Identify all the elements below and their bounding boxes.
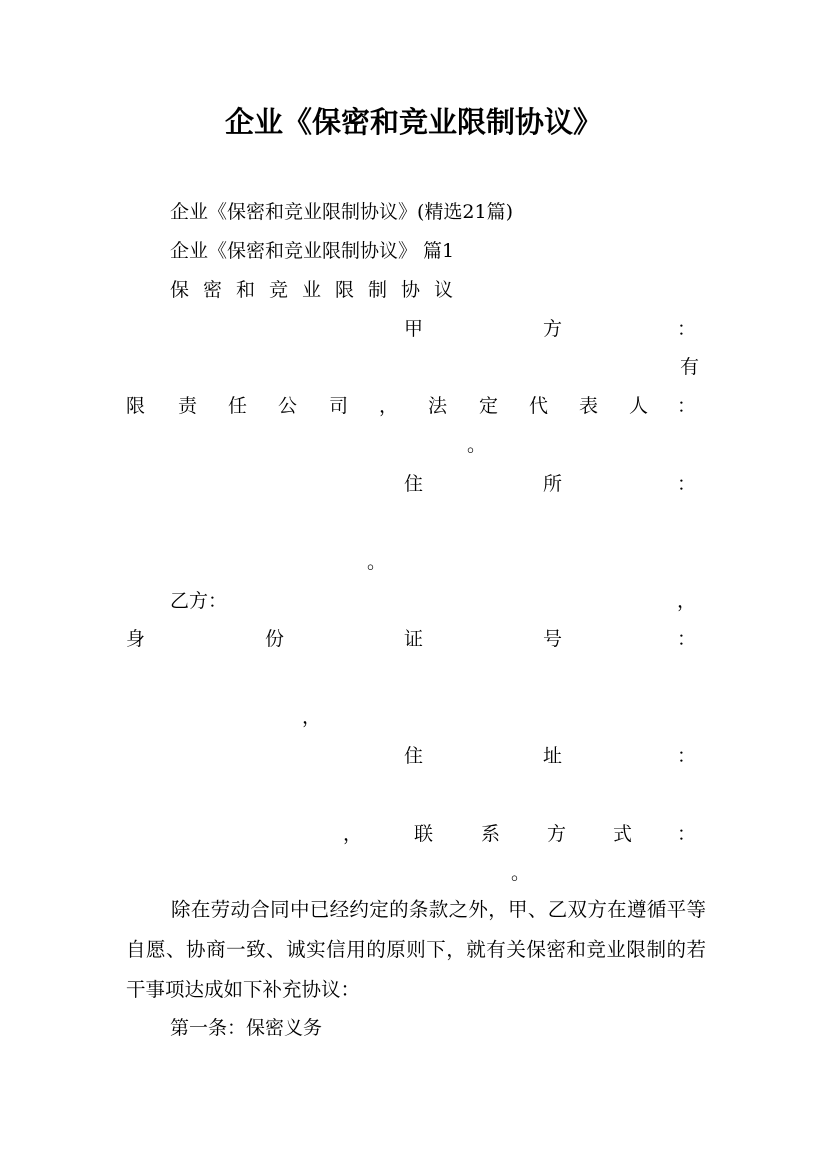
party-a-label-char: ： — [677, 318, 697, 340]
agreement-heading-char: 保 — [170, 279, 190, 301]
party-a-company-char: 任 — [228, 395, 248, 417]
party-a-company-char: 公 — [278, 395, 298, 417]
party-b-contact-char: ： — [677, 823, 697, 845]
agreement-heading-char: 议 — [434, 279, 454, 301]
party-b-contact-char: 联 — [414, 823, 434, 845]
party-b-contact-char: 方 — [547, 823, 567, 845]
party-a-address-char: 住 — [404, 473, 424, 495]
party-a-address-end: 。 — [367, 551, 387, 573]
article-1-heading: 第一条：保密义务 — [170, 1017, 323, 1039]
party-b-contact-char: ， — [343, 823, 363, 845]
party-b-label: 乙方： — [170, 590, 228, 612]
party-a-company-char: 人 — [629, 395, 649, 417]
party-a-label-char: 方 — [543, 318, 563, 340]
agreement-heading-char: 制 — [368, 279, 388, 301]
party-b-id-end: ， — [302, 706, 322, 728]
agreement-heading-char: 密 — [203, 279, 223, 301]
party-b-contact-char: 系 — [481, 823, 501, 845]
party-a-company-char: 代 — [529, 395, 549, 417]
party-b-contact-char: 式 — [613, 823, 633, 845]
party-b-address-char: 住 — [404, 745, 424, 767]
party-a-address-char: 所 — [543, 473, 563, 495]
party-b-id-char: 份 — [265, 628, 285, 650]
agreement-heading-char: 限 — [335, 279, 355, 301]
party-b-id-char: 身 — [126, 628, 146, 650]
party-a-company-char: 法 — [428, 395, 448, 417]
party-b-address-char: ： — [677, 745, 697, 767]
document-title: 企业《保密和竞业限制协议》 — [224, 105, 602, 139]
party-a-label-char: 甲 — [404, 318, 424, 340]
party-a-company-char: 定 — [479, 395, 499, 417]
agreement-heading-char: 业 — [302, 279, 322, 301]
party-a-company-suffix: 有 — [680, 356, 700, 378]
party-a-company-char: 司 — [329, 395, 349, 417]
party-b-contact-end: 。 — [511, 862, 531, 884]
party-a-company-char: 责 — [178, 395, 198, 417]
party-b-id-char: 号 — [543, 628, 563, 650]
agreement-heading-char: 协 — [401, 279, 421, 301]
agreement-heading-char: 竞 — [269, 279, 289, 301]
party-b-label-end: ， — [677, 590, 697, 612]
party-a-company-char: 限 — [126, 395, 146, 417]
party-a-rep-end: 。 — [467, 434, 487, 456]
party-a-company-char: 表 — [579, 395, 599, 417]
party-a-address-char: ： — [677, 473, 697, 495]
section-heading: 企业《保密和竞业限制协议》 篇1 — [170, 240, 455, 262]
intro-paragraph: 除在劳动合同中已经约定的条款之外，甲、乙双方在遵循平等自愿、协商一致、诚实信用的原则下，就有关保密和竞业限制的若干事项达成如下补充协议： — [126, 898, 706, 1001]
party-b-id-char: 证 — [404, 628, 424, 650]
document-subtitle: 企业《保密和竞业限制协议》(精选21篇) — [170, 201, 514, 223]
agreement-heading-char: 和 — [236, 279, 256, 301]
party-a-company-char: ： — [677, 395, 697, 417]
party-b-id-char: ： — [677, 628, 697, 650]
party-a-company-char: ， — [379, 395, 399, 417]
party-b-address-char: 址 — [543, 745, 563, 767]
